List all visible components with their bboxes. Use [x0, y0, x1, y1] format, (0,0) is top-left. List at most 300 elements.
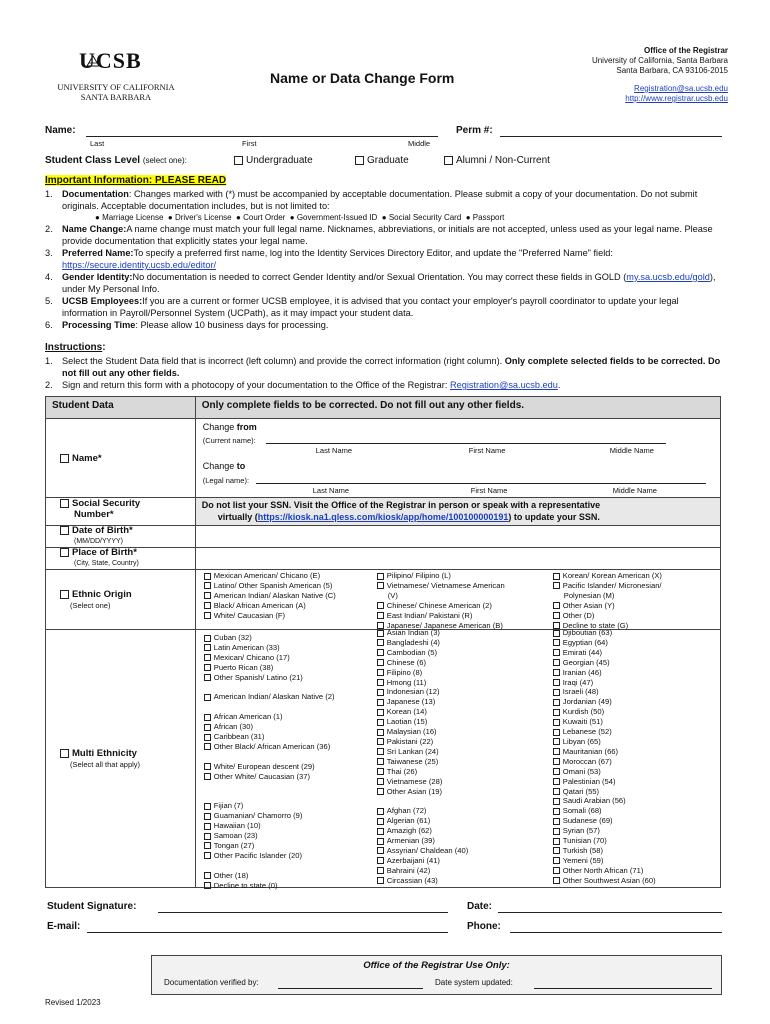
- checkbox-icon[interactable]: [553, 709, 560, 716]
- checkbox-icon[interactable]: [553, 738, 560, 745]
- student-data-header: Student Data: [46, 397, 196, 419]
- checkbox-icon[interactable]: [553, 649, 560, 656]
- option-item[interactable]: [377, 747, 468, 757]
- option-label: Graduate: [367, 155, 409, 166]
- option-item[interactable]: [553, 846, 656, 856]
- checkbox-icon[interactable]: [377, 758, 384, 765]
- option-label: Tunisian (70): [562, 836, 607, 846]
- option-label: Bangladeshi (4): [386, 637, 440, 647]
- name-field[interactable]: [86, 136, 438, 137]
- checkbox-icon[interactable]: [377, 738, 384, 745]
- option-item[interactable]: [553, 876, 656, 886]
- class-level-hint: (select one):: [142, 156, 187, 165]
- option-label: Moroccan (67): [562, 756, 612, 766]
- instruction-text: Sign and return this form with a photocopy of your documentation to the Office of the Registrar:: [62, 380, 450, 390]
- option-item[interactable]: [204, 722, 335, 732]
- ethnic-label: Ethnic Origin: [72, 588, 132, 600]
- checkbox-icon[interactable]: [204, 654, 211, 661]
- checkbox-icon[interactable]: [553, 847, 560, 854]
- instructions-list: [45, 355, 725, 391]
- option-label: Other North African (71): [562, 865, 644, 875]
- option-item[interactable]: [204, 673, 335, 683]
- checkbox-icon[interactable]: [234, 156, 243, 165]
- checkbox-icon[interactable]: [204, 644, 211, 651]
- checkbox-icon[interactable]: [377, 838, 384, 845]
- registrar-email-link[interactable]: Registration@sa.ucsb.edu: [634, 84, 728, 93]
- checkbox-icon[interactable]: [553, 778, 560, 785]
- checkbox-icon[interactable]: [377, 808, 384, 815]
- gold-link[interactable]: my.sa.ucsb.edu/gold: [626, 272, 710, 282]
- dob-input-cell[interactable]: [195, 526, 720, 548]
- spacer: [377, 796, 468, 806]
- option-label: Hawaiian (10): [213, 821, 261, 831]
- option-item[interactable]: [377, 876, 468, 886]
- checkbox-icon[interactable]: [553, 582, 560, 589]
- option-item[interactable]: [204, 762, 335, 772]
- checkbox-icon[interactable]: [553, 748, 560, 755]
- item-bold: Documentation: [62, 189, 129, 199]
- option-item[interactable]: [204, 881, 335, 891]
- option-item[interactable]: [204, 692, 335, 702]
- option-label: Kurdish (50): [562, 707, 605, 717]
- option-item[interactable]: [553, 767, 656, 777]
- option-item[interactable]: [553, 757, 656, 767]
- checkbox-icon[interactable]: [204, 803, 211, 810]
- checkbox-icon[interactable]: [377, 788, 384, 795]
- option-label: Polynesian (M): [563, 590, 615, 600]
- item-number: 2.: [45, 224, 53, 234]
- checkbox-icon[interactable]: [204, 714, 211, 721]
- change-from-label: Change from: [202, 422, 257, 432]
- signature-label: Student Signature:: [47, 901, 137, 912]
- revised-note: Revised 1/2023: [45, 998, 101, 1007]
- option-label: Yemeni (59): [562, 855, 604, 865]
- checkbox-icon[interactable]: [444, 156, 453, 165]
- checkbox-icon[interactable]: [553, 788, 560, 795]
- option-label: Kuwaiti (51): [562, 717, 603, 727]
- phone-field[interactable]: [510, 932, 722, 933]
- option-item[interactable]: [204, 653, 335, 663]
- option-item[interactable]: [377, 757, 468, 767]
- verified-field[interactable]: [278, 988, 423, 989]
- option-item[interactable]: [553, 796, 656, 806]
- option-item[interactable]: [204, 871, 335, 881]
- option-label: Pilipino/ Filipino (L): [386, 571, 451, 580]
- spacer: [204, 782, 335, 792]
- option-label: Korean (14): [386, 707, 427, 717]
- option-item[interactable]: [377, 601, 505, 611]
- checkbox-icon[interactable]: [553, 808, 560, 815]
- option-item[interactable]: [377, 668, 468, 678]
- option-label: Thai (26): [386, 766, 418, 776]
- option-item[interactable]: [553, 668, 656, 678]
- checkbox-icon[interactable]: [553, 857, 560, 864]
- option-item[interactable]: [204, 851, 335, 861]
- item-text: No documentation is needed to correct Gender Identity and/or Sexual Orientation. You may correct these fields in GOLD (: [132, 272, 627, 282]
- option-item[interactable]: [377, 571, 505, 581]
- checkbox-icon[interactable]: [204, 763, 211, 770]
- instructions-heading: Instructions:: [45, 342, 106, 353]
- checkbox-icon[interactable]: [204, 635, 211, 642]
- doc-type: Social Security Card: [388, 213, 462, 222]
- important-list: [45, 188, 725, 331]
- address-line2: Santa Barbara, CA 93106-2015: [616, 66, 728, 75]
- graduate-option[interactable]: [355, 155, 409, 166]
- option-item[interactable]: [553, 747, 656, 757]
- option-label: Israeli (48): [562, 687, 599, 697]
- checkbox-icon[interactable]: [204, 882, 211, 889]
- checkbox-icon[interactable]: [553, 679, 560, 686]
- checkbox-icon[interactable]: [553, 818, 560, 825]
- checkbox-icon[interactable]: [553, 602, 560, 609]
- option-item[interactable]: [204, 772, 335, 782]
- checkbox-icon[interactable]: [204, 592, 211, 599]
- checkbox-icon[interactable]: [204, 612, 211, 619]
- option-item[interactable]: [377, 648, 468, 658]
- option-item[interactable]: [377, 806, 468, 816]
- option-item[interactable]: [377, 866, 468, 876]
- important-item-4: [45, 271, 725, 295]
- spacer: [204, 861, 335, 871]
- instruction-item-1: 1. Select the Student Data field that is incorrect (left column) and provide the correct information (right column). Only complete selected fields to be corrected. Do not fill out any other fields.: [45, 356, 721, 378]
- legal-name-label: (Legal name):: [202, 476, 250, 485]
- option-label: Caribbean (31): [213, 732, 265, 742]
- option-item[interactable]: [377, 737, 468, 747]
- checkbox-icon[interactable]: [377, 573, 384, 580]
- option-item[interactable]: [204, 633, 335, 643]
- option-label: Mauritanian (66): [562, 746, 619, 756]
- option-item[interactable]: [377, 628, 468, 638]
- legal-name-field[interactable]: [256, 483, 706, 484]
- option-item[interactable]: [377, 678, 468, 688]
- option-item[interactable]: [553, 836, 656, 846]
- signature-field[interactable]: [158, 912, 448, 913]
- option-item[interactable]: [553, 777, 656, 787]
- checkbox-icon[interactable]: [377, 857, 384, 864]
- email-field[interactable]: [87, 932, 448, 933]
- option-label: Latin American (33): [213, 642, 280, 652]
- instructions-header: Only complete fields to be corrected. Do not fill out any other fields.: [195, 397, 720, 419]
- checkbox-icon[interactable]: [377, 602, 384, 609]
- registrar-website-link[interactable]: http://www.registrar.ucsb.edu: [625, 94, 728, 103]
- checkbox-icon[interactable]: [553, 798, 560, 805]
- dob-row-label[interactable]: [46, 526, 196, 548]
- logo-text: UCSB: [79, 48, 142, 73]
- ethnic-row-label[interactable]: [46, 570, 196, 630]
- name-row-label[interactable]: [46, 419, 196, 498]
- checkbox-icon[interactable]: [377, 649, 384, 656]
- ethnic-col-3: [553, 571, 662, 630]
- option-item[interactable]: [204, 601, 336, 611]
- option-item[interactable]: [204, 732, 335, 742]
- checkbox-icon[interactable]: [377, 612, 384, 619]
- multi-hint: (Select all that apply): [70, 759, 141, 769]
- checkbox-icon[interactable]: [553, 838, 560, 845]
- option-label: Emirati (44): [562, 647, 603, 657]
- option-item[interactable]: [553, 601, 662, 611]
- option-item[interactable]: [553, 678, 656, 688]
- checkbox-icon[interactable]: [60, 548, 69, 557]
- checkbox-icon[interactable]: [204, 842, 211, 849]
- checkbox-icon[interactable]: [377, 689, 384, 696]
- option-item[interactable]: [553, 826, 656, 836]
- checkbox-icon[interactable]: [377, 669, 384, 676]
- option-item[interactable]: [204, 712, 335, 722]
- option-item[interactable]: [204, 611, 336, 621]
- option-label: Chinese (6): [386, 657, 427, 667]
- option-continuation: [377, 591, 505, 601]
- qless-kiosk-link[interactable]: https://kiosk.na1.qless.com/kiosk/app/home/100100000191: [257, 511, 509, 522]
- checkbox-icon[interactable]: [355, 156, 364, 165]
- registration-email-link[interactable]: Registration@sa.ucsb.edu: [449, 380, 558, 390]
- option-item[interactable]: [553, 687, 656, 697]
- option-item[interactable]: [377, 787, 468, 797]
- email-label: E-mail:: [47, 921, 81, 932]
- checkbox-icon[interactable]: [553, 630, 560, 637]
- option-item[interactable]: [553, 648, 656, 658]
- option-label: Sudanese (69): [562, 816, 613, 826]
- option-continuation: [553, 591, 662, 601]
- checkbox-icon[interactable]: [553, 768, 560, 775]
- option-label: Indonesian (12): [386, 687, 440, 697]
- spacer: [204, 791, 335, 801]
- office-title: Office of the Registrar: [643, 46, 728, 55]
- option-item[interactable]: [553, 806, 656, 816]
- multi-options-cell: [195, 630, 720, 888]
- checkbox-icon[interactable]: [377, 582, 384, 589]
- pob-row-label[interactable]: [46, 548, 196, 570]
- checkbox-icon[interactable]: [204, 674, 211, 681]
- option-item[interactable]: [377, 836, 468, 846]
- identity-editor-link[interactable]: https://secure.identity.ucsb.edu/editor/: [62, 260, 217, 270]
- option-label: Other Asian (19): [386, 786, 443, 796]
- option-item[interactable]: [377, 826, 468, 836]
- option-item[interactable]: [204, 811, 335, 821]
- checkbox-icon[interactable]: [377, 748, 384, 755]
- checkbox-icon[interactable]: [553, 729, 560, 736]
- option-item[interactable]: [377, 727, 468, 737]
- option-label: African (30): [213, 722, 254, 732]
- ssn-row-label[interactable]: [46, 498, 196, 526]
- option-label: Lebanese (52): [562, 727, 612, 737]
- option-item[interactable]: [377, 687, 468, 697]
- checkbox-icon[interactable]: [204, 813, 211, 820]
- checkbox-icon[interactable]: [60, 590, 69, 599]
- checkbox-icon[interactable]: [204, 734, 211, 741]
- undergraduate-option[interactable]: [234, 155, 313, 166]
- option-item[interactable]: [377, 856, 468, 866]
- option-label: Cuban (32): [213, 633, 252, 642]
- option-item[interactable]: [204, 821, 335, 831]
- checkbox-icon[interactable]: [553, 758, 560, 765]
- option-item[interactable]: [204, 801, 335, 811]
- option-item[interactable]: [553, 658, 656, 668]
- option-item[interactable]: [553, 727, 656, 737]
- option-item[interactable]: [204, 591, 336, 601]
- option-item[interactable]: [377, 777, 468, 787]
- option-item[interactable]: [553, 638, 656, 648]
- option-item[interactable]: [553, 611, 662, 621]
- option-item[interactable]: [553, 737, 656, 747]
- option-item[interactable]: [553, 866, 656, 876]
- checkbox-icon[interactable]: [377, 877, 384, 884]
- checkbox-icon[interactable]: [204, 823, 211, 830]
- option-label: Qatari (55): [562, 786, 600, 796]
- checkbox-icon[interactable]: [377, 679, 384, 686]
- option-item[interactable]: [377, 846, 468, 856]
- option-item[interactable]: [553, 816, 656, 826]
- checkbox-icon[interactable]: [204, 694, 211, 701]
- option-item[interactable]: [377, 816, 468, 826]
- checkbox-icon[interactable]: [553, 689, 560, 696]
- checkbox-icon[interactable]: [377, 719, 384, 726]
- doc-type: Passport: [472, 213, 505, 222]
- middle-name-sublabel: Middle Name: [609, 446, 654, 455]
- checkbox-icon[interactable]: [204, 664, 211, 671]
- checkbox-icon[interactable]: [377, 630, 384, 637]
- option-item[interactable]: [204, 663, 335, 673]
- option-item[interactable]: [553, 697, 656, 707]
- multi-row-label[interactable]: [46, 630, 196, 888]
- checkbox-icon[interactable]: [204, 773, 211, 780]
- option-item[interactable]: [204, 831, 335, 841]
- checkbox-icon[interactable]: [60, 749, 69, 758]
- option-label: Egyptian (64): [562, 637, 608, 647]
- checkbox-icon[interactable]: [553, 659, 560, 666]
- option-item[interactable]: [377, 707, 468, 717]
- checkbox-icon[interactable]: [204, 573, 211, 580]
- pob-hint: (City, State, Country): [74, 560, 139, 567]
- checkbox-icon[interactable]: [377, 709, 384, 716]
- option-item[interactable]: [377, 697, 468, 707]
- checkbox-icon[interactable]: [60, 526, 69, 535]
- checkbox-icon[interactable]: [204, 852, 211, 859]
- option-label: Filipino (8): [386, 667, 423, 677]
- option-label: Libyan (65): [562, 736, 601, 746]
- checkbox-icon[interactable]: [377, 847, 384, 854]
- checkbox-icon[interactable]: [553, 699, 560, 706]
- spacer: [204, 683, 335, 693]
- checkbox-icon[interactable]: [377, 778, 384, 785]
- perm-label: Perm #:: [456, 125, 493, 136]
- option-item[interactable]: [377, 611, 505, 621]
- item-text: If you are a current or former UCSB employee, it is advised that you contact your employer's payroll coordinator to update your legal information in Payroll/Personnel System (UCPath), as it may impact your student data.: [62, 296, 679, 318]
- first-name-sublabel: First Name: [470, 486, 508, 495]
- option-item[interactable]: [553, 581, 662, 591]
- option-label: Assyrian/ Chaldean (40): [386, 845, 469, 855]
- option-label: Chinese/ Chinese American (2): [386, 600, 492, 610]
- checkbox-icon[interactable]: [377, 659, 384, 666]
- option-item[interactable]: [553, 717, 656, 727]
- option-item[interactable]: [204, 581, 336, 591]
- option-item[interactable]: [553, 787, 656, 797]
- option-item[interactable]: [553, 707, 656, 717]
- option-item[interactable]: [377, 658, 468, 668]
- checkbox-icon[interactable]: [204, 724, 211, 731]
- checkbox-icon[interactable]: [377, 828, 384, 835]
- checkbox-icon[interactable]: [553, 867, 560, 874]
- date-field[interactable]: [498, 912, 722, 913]
- checkbox-icon[interactable]: [553, 573, 560, 580]
- doc-type: Driver's License: [174, 213, 232, 222]
- important-item-3: [45, 247, 725, 271]
- option-item[interactable]: [377, 767, 468, 777]
- name-change-cell: [195, 419, 720, 498]
- checkbox-icon[interactable]: [204, 743, 211, 750]
- middle-sublabel: Middle: [408, 139, 431, 148]
- option-label: Asian Indian (3): [386, 628, 440, 637]
- spacer: [204, 752, 335, 762]
- option-item[interactable]: [553, 628, 656, 638]
- checkbox-icon[interactable]: [553, 612, 560, 619]
- option-label: Latino/ Other Spanish American (5): [213, 580, 333, 590]
- doc-type: Court Order: [243, 213, 286, 222]
- checkbox-icon[interactable]: [204, 602, 211, 609]
- last-sublabel: Last: [90, 139, 105, 148]
- option-item[interactable]: [553, 571, 662, 581]
- ssn-note-line1: Do not list your SSN. Visit the Office of the Registrar in person or speak with a representative: [201, 500, 601, 510]
- logo-subtitle-line2: SANTA BARBARA: [80, 92, 152, 102]
- checkbox-icon[interactable]: [377, 699, 384, 706]
- multi-col-2: [377, 628, 468, 886]
- change-to-label: Change to: [202, 461, 246, 471]
- checkbox-icon[interactable]: [377, 639, 384, 646]
- option-label: White/ Caucasian (F): [213, 610, 286, 620]
- checkbox-icon[interactable]: [60, 454, 69, 463]
- current-name-field[interactable]: [266, 443, 666, 444]
- checkbox-icon[interactable]: [553, 719, 560, 726]
- checkbox-icon[interactable]: [377, 768, 384, 775]
- checkbox-icon[interactable]: [553, 877, 560, 884]
- item-text: To specify a preferred first name, log into the Identity Services Directory Editor, and update the "Preferred Name" field:: [133, 248, 613, 258]
- checkbox-icon[interactable]: [377, 818, 384, 825]
- ssn-label: Social Security: [72, 498, 141, 509]
- phone-label: Phone:: [467, 921, 501, 932]
- option-label: Iraqi (47): [562, 677, 594, 687]
- option-label: American Indian/ Alaskan Native (2): [213, 692, 335, 702]
- checkbox-icon[interactable]: [377, 729, 384, 736]
- option-label: Syrian (57): [562, 826, 600, 836]
- item-text-after: ), under My Personal Info.: [62, 272, 716, 294]
- option-item[interactable]: [204, 841, 335, 851]
- checkbox-icon[interactable]: [204, 582, 211, 589]
- option-item[interactable]: [377, 717, 468, 727]
- office-use-title: Office of the Registrar Use Only:: [363, 960, 510, 971]
- option-item[interactable]: [377, 581, 505, 591]
- checkbox-icon[interactable]: [377, 867, 384, 874]
- option-item[interactable]: [204, 742, 335, 752]
- perm-field[interactable]: [500, 136, 722, 137]
- option-label: Amazigh (62): [386, 826, 432, 836]
- checkbox-icon[interactable]: [553, 639, 560, 646]
- alumni-option[interactable]: [444, 155, 550, 166]
- pob-input-cell[interactable]: [195, 548, 720, 570]
- option-item[interactable]: [553, 856, 656, 866]
- option-label: Other (D): [562, 610, 595, 620]
- option-item[interactable]: [204, 643, 335, 653]
- ssn-label-2: Number*: [74, 509, 114, 520]
- updated-field[interactable]: [534, 988, 712, 989]
- checkbox-icon[interactable]: [204, 872, 211, 879]
- option-item[interactable]: [204, 571, 336, 581]
- option-label: Mexican American/ Chicano (E): [213, 571, 321, 580]
- option-item[interactable]: [377, 638, 468, 648]
- option-label: Palestinian (54): [562, 776, 616, 786]
- checkbox-icon[interactable]: [204, 833, 211, 840]
- checkbox-icon[interactable]: [553, 828, 560, 835]
- checkbox-icon[interactable]: [60, 499, 69, 508]
- checkbox-icon[interactable]: [553, 669, 560, 676]
